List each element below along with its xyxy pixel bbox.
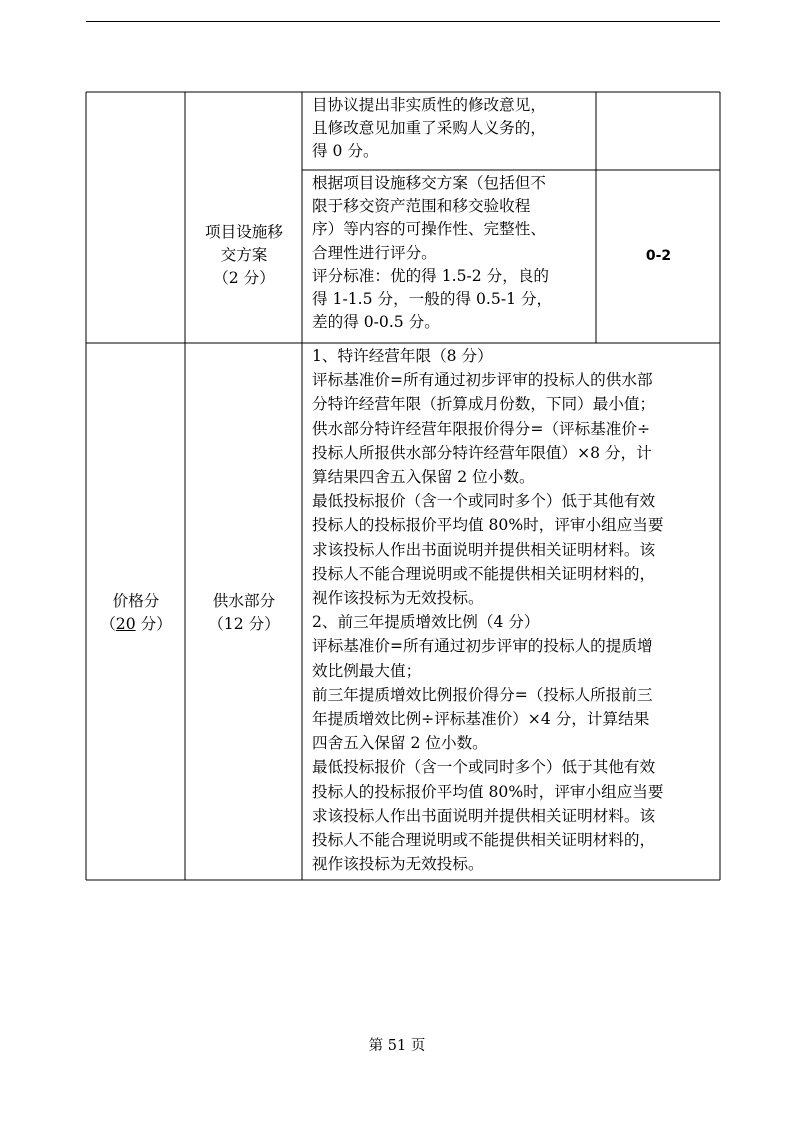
content-line: 目协议提出非实质性的修改意见，: [312, 96, 546, 114]
row2-score-range: 0-2: [645, 248, 672, 264]
content-line: 根据项目设施移交方案（包括但不: [312, 174, 546, 192]
sub-item-line: （2 分）: [213, 269, 275, 288]
content-line: 视作该投标为无效投标。: [312, 589, 484, 608]
sub-item-line: 供水部分: [212, 592, 276, 610]
row3-category: [87, 590, 185, 636]
content-line: 1、特许经营年限（8 分）: [312, 347, 493, 365]
content-line: 效比例最大值；: [312, 661, 422, 680]
content-line: 投标人的投标报价平均值 80%时，评审小组应当要: [312, 782, 664, 801]
row3-sub-item: [186, 590, 302, 636]
sub-item-line: （12 分）: [208, 615, 280, 634]
category-label: 价格分: [112, 592, 160, 610]
content-line: 投标人的投标报价平均值 80%时，评审小组应当要: [312, 516, 664, 535]
content-line: 四舍五入保留 2 位小数。: [312, 734, 488, 753]
content-line: 视作该投标为无效投标。: [312, 855, 484, 874]
points-close: 分）: [135, 615, 172, 634]
content-line: 投标人不能合理说明或不能提供相关证明材料的，: [312, 831, 656, 850]
content-line: 序）等内容的可操作性、完整性、: [312, 220, 546, 239]
content-line: 得 0 分。: [312, 142, 379, 161]
content-line: 投标人不能合理说明或不能提供相关证明材料的，: [312, 564, 656, 583]
content-line: 求该投标人作出书面说明并提供相关证明材料。该: [312, 540, 656, 559]
content-line: 最低投标报价（含一个或同时多个）低于其他有效: [312, 758, 656, 777]
content-line: 投标人所报供水部分特许经营年限值）×8 分，计: [312, 443, 652, 462]
content-line: 分特许经营年限（折算成月份数，下同）最小值；: [312, 395, 656, 414]
category-points: [87, 613, 185, 636]
points-value: 20: [115, 615, 136, 634]
row3-content: [312, 344, 664, 876]
content-line: 限于移交资产范围和移交验收程: [312, 197, 531, 216]
sub-item-line: 交方案: [220, 246, 268, 265]
content-line: 求该投标人作出书面说明并提供相关证明材料。该: [312, 806, 656, 825]
content-line: 评分标准：优的得 1.5-2 分，良的: [312, 266, 550, 285]
page-number: 第 51 页: [368, 1038, 426, 1054]
row2-sub-item: [186, 221, 302, 291]
content-line: 且修改意见加重了采购人义务的，: [312, 119, 546, 138]
points-open: （: [100, 615, 116, 634]
content-line: 最低投标报价（含一个或同时多个）低于其他有效: [312, 492, 656, 511]
content-line: 评标基准价=所有通过初步评审的投标人的提质增: [312, 637, 653, 656]
sub-item-line: 项目设施移: [205, 223, 283, 241]
content-line: 算结果四舍五入保留 2 位小数。: [312, 468, 535, 487]
content-line: 差的得 0-0.5 分。: [312, 313, 440, 332]
content-line: 前三年提质增效比例报价得分=（投标人所报前三: [312, 685, 653, 704]
content-line: 2、前三年提质增效比例（4 分）: [312, 613, 540, 632]
content-line: 供水部分特许经营年限报价得分=（评标基准价÷: [312, 419, 651, 438]
content-line: 合理性进行评分。: [312, 243, 437, 262]
content-line: 得 1-1.5 分，一般的得 0.5-1 分，: [312, 290, 553, 309]
content-line: 评标基准价=所有通过初步评审的投标人的供水部: [312, 371, 653, 390]
content-line: 年提质增效比例÷评标基准价）×4 分，计算结果: [312, 710, 650, 729]
row2-content: [312, 172, 552, 334]
row1-content: [312, 94, 546, 164]
header-rule: [86, 21, 720, 22]
